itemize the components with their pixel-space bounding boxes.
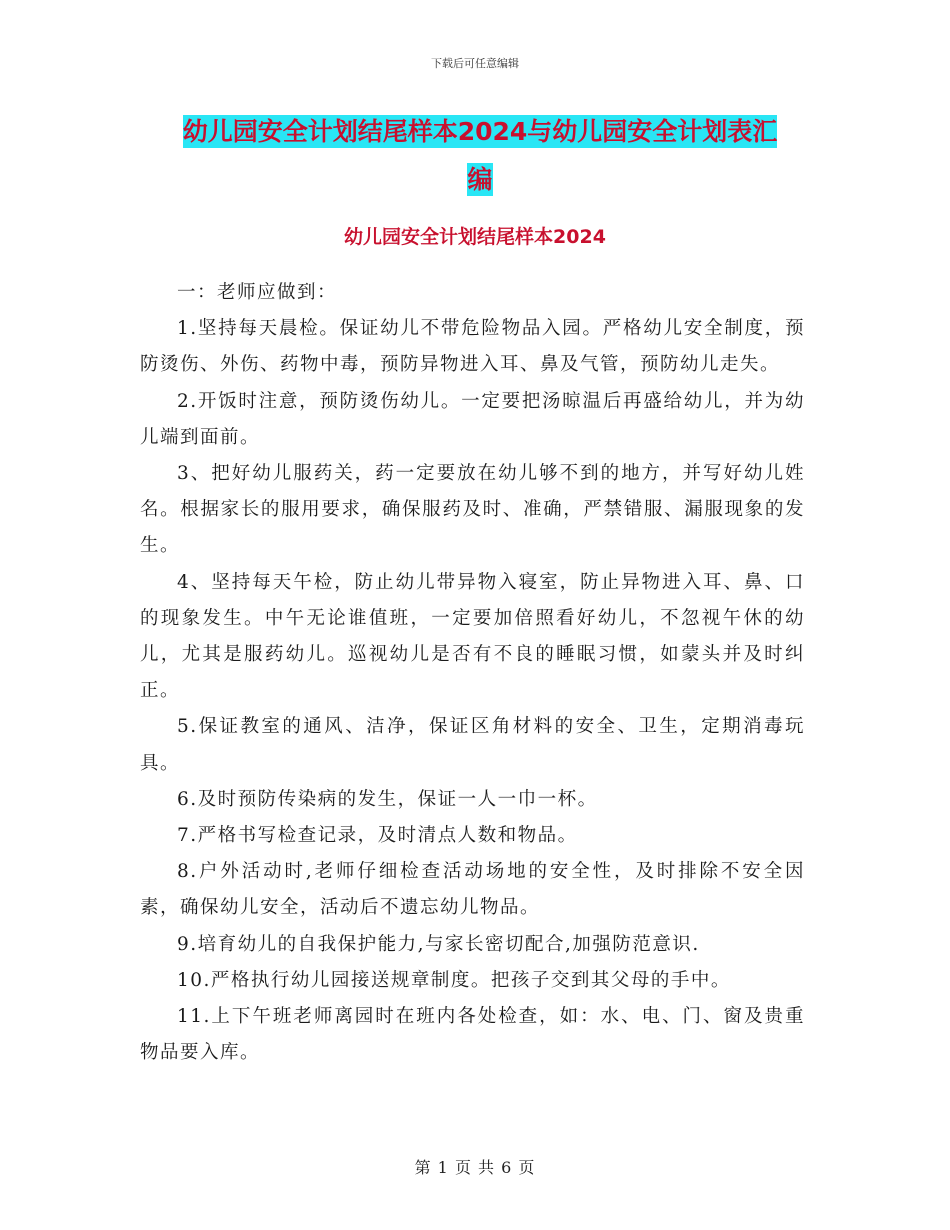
paragraph-item-10: 10.严格执行幼儿园接送规章制度。把孩子交到其父母的手中。 (177, 969, 731, 991)
paragraph-item-6: 6.及时预防传染病的发生，保证一人一巾一杯。 (177, 788, 598, 810)
paragraph-intro: 一：老师应做到： (177, 282, 338, 303)
paragraph-item-9: 9.培育幼儿的自我保护能力,与家长密切配合,加强防范意识. (177, 933, 700, 955)
paragraph-item-5: 5.保证教室的通风、洁净，保证区角材料的安全、卫生，定期消毒玩具。 (140, 716, 805, 774)
document-title-line-2: 编 (467, 165, 493, 194)
paragraph-item-1: 1.坚持每天晨检。保证幼儿不带危险物品入园。严格幼儿安全制度，预防烫伤、外伤、药物中毒，预防异物进入耳、鼻及气管，预防幼儿走失。 (140, 318, 805, 376)
paragraph-item-3: 3、把好幼儿服药关，药一定要放在幼儿够不到的地方，并写好幼儿姓名。根据家长的服用要求，确保服药及时、准确，严禁错服、漏服现象的发生。 (140, 463, 805, 557)
paragraph-item-11: 11.上下午班老师离园时在班内各处检查，如：水、电、门、窗及贵重物品要入库。 (140, 1006, 805, 1064)
paragraph-item-4: 4、坚持每天午检，防止幼儿带异物入寝室，防止异物进入耳、鼻、口的现象发生。中午无论谁值班，一定要加倍照看好幼儿，不忽视午休的幼儿，尤其是服药幼儿。巡视幼儿是否有不良的睡眠习惯，如蒙头并及时纠正。 (140, 571, 805, 702)
paragraph-item-8: 8.户外活动时,老师仔细检查活动场地的安全性，及时排除不安全因素，确保幼儿安全，活动后不遗忘幼儿物品。 (140, 861, 805, 919)
header-note: 下载后可任意编辑 (431, 57, 519, 70)
document-body (140, 275, 805, 1071)
page-footer: 第 1 页 共 6 页 (414, 1158, 536, 1177)
section-title: 幼儿园安全计划结尾样本2024 (344, 226, 606, 248)
document-title-line-1: 幼儿园安全计划结尾样本2024与幼儿园安全计划表汇 (182, 117, 778, 146)
paragraph-item-7: 7.严格书写检查记录，及时清点人数和物品。 (177, 825, 578, 847)
document-title (150, 108, 810, 204)
paragraph-item-2: 2.开饭时注意，预防烫伤幼儿。一定要把汤晾温后再盛给幼儿，并为幼儿端到面前。 (140, 390, 805, 448)
